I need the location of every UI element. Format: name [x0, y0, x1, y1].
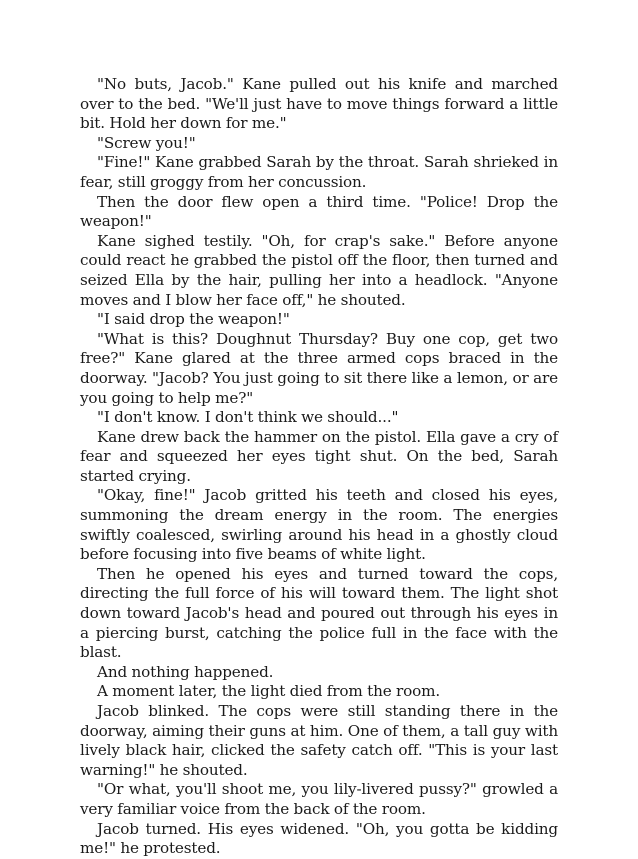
paragraph-4: Then the door flew open a third time. "Police! Drop the weapon!": [80, 192, 558, 231]
paragraph-7: "What is this? Doughnut Thursday? Buy one cop, get two free?" Kane glared at the three armed cops braced in the doorway. "Jacob? You just going to sit there like a lemon, or are you going to help me?": [80, 329, 558, 407]
paragraph-12: And nothing happened.: [97, 662, 274, 681]
paragraph-6: "I said drop the weapon!": [97, 310, 290, 329]
page-text: [80, 75, 558, 859]
paragraph-9: Kane drew back the hammer on the pistol. Ella gave a cry of fear and squeezed her eyes tight shut. On the bed, Sarah started crying.: [80, 427, 558, 485]
paragraph-1: "No buts, Jacob." Kane pulled out his knife and marched over to the bed. "We'll just have to move things forward a little bit. Hold her down for me.": [80, 75, 558, 133]
paragraph-10: "Okay, fine!" Jacob gritted his teeth and closed his eyes, summoning the dream energy in the room. The energies swiftly coalesced, swirling around his head in a ghostly cloud before focusing into five beams of white light.: [80, 486, 558, 564]
paragraph-5: Kane sighed testily. "Oh, for crap's sake." Before anyone could react he grabbed the pistol off the floor, then turned and seized Ella by the hair, pulling her into a headlock. "Anyone moves and I blow her face off," he shouted.: [80, 231, 558, 309]
paragraph-13: A moment later, the light died from the room.: [97, 682, 441, 701]
paragraph-15: "Or what, you'll shoot me, you lily-livered pussy?" growled a very familiar voice from the back of the room.: [80, 780, 558, 818]
paragraph-8: "I don't know. I don't think we should...": [97, 408, 399, 427]
paragraph-3: "Fine!" Kane grabbed Sarah by the throat. Sarah shrieked in fear, still groggy from her concussion.: [80, 153, 558, 191]
paragraph-11: Then he opened his eyes and turned toward the cops, directing the full force of his will toward them. The light shot down toward Jacob's head and poured out through his eyes in a piercing burst, catching the police full in the face with the blast.: [80, 564, 558, 662]
paragraph-2: "Screw you!": [97, 133, 196, 152]
paragraph-14: Jacob blinked. The cops were still standing there in the doorway, aiming their guns at him. One of them, a tall guy with lively black hair, clicked the safety catch off. "This is your last warning!" he shouted.: [80, 702, 558, 779]
paragraph-16: Jacob turned. His eyes widened. "Oh, you gotta be kidding me!" he protested.: [80, 819, 558, 858]
